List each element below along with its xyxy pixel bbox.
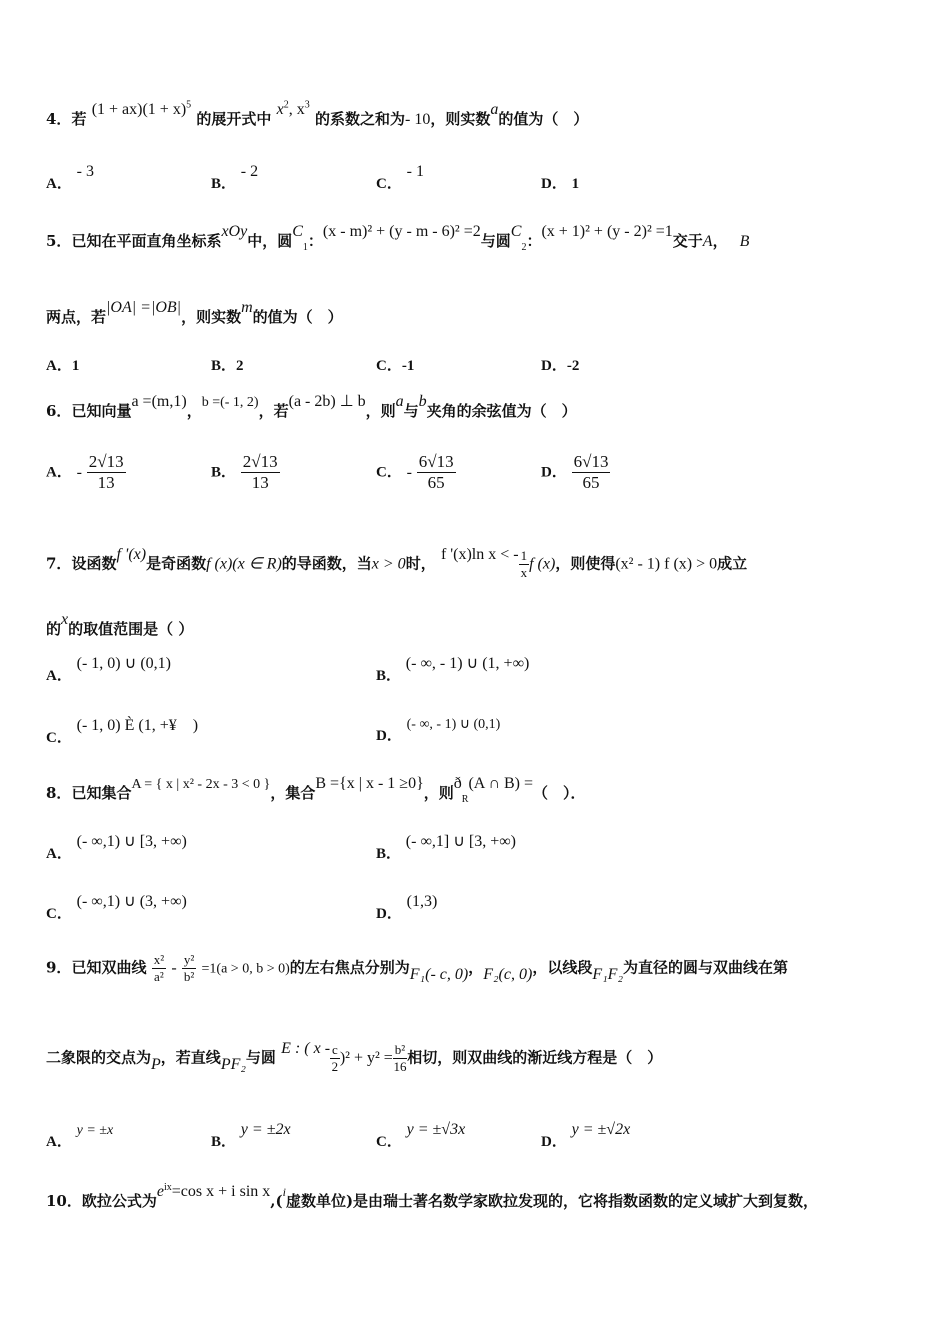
q6-option-b-fraction: $\frac{2√13}{13}$ — [242, 452, 278, 492]
q7-option-a[interactable]: A． (- 1, 0) ∪ (0,1) — [46, 655, 171, 684]
q6-option-a-fraction: $\frac{2√13}{13}$ — [88, 452, 124, 492]
q9-hyperbola-x-term: $\frac{\text{x²}}{\text{a²}}$ — [153, 952, 165, 984]
q4-powers: $x^2$, $x^3$ — [276, 99, 310, 118]
question-6: 6．已知向量a =(m,1)，b =(- 1, 2)，若(a - 2b) ⊥ b，则a与b夹角的余弦值为（ ） — [46, 393, 577, 420]
question-4: 4．若 $(1 + ax)(1 + x)^5$ 的展开式中 $x^2$, $x^3$ 的系数之和为- 10，则实数a的值为（ ） — [46, 99, 589, 128]
q9-circle-fraction: $\frac{c}{2}$ — [331, 1042, 339, 1074]
q7-fraction: $\frac{1}{x}$ — [520, 548, 528, 580]
q6-option-d-fraction: $\frac{6√13}{65}$ — [573, 452, 609, 492]
q5-option-a[interactable]: A．1 — [46, 358, 80, 374]
question-9: 9．已知双曲线 $\frac{\text{x²}}{\text{a²}}$ - $\frac{\text{y²}}{\text{b²}}$ =1(a > 0, b > 0)的左右焦点分别为F₁(- c, 0)，F₂(c, 0)，以线段F₁F₂为直径的圆与双曲线在第 — [46, 952, 789, 984]
q7-option-d[interactable]: D． (- ∞, - 1) ∪ (0,1) — [376, 717, 501, 744]
question-5: 5．已知在平面直角坐标系xOy中，圆$C_1$：(x - m)² + (y - m - 6)² =2与圆$C_2$：(x + 1)² + (y - 2)² =1交于A， B — [46, 223, 750, 253]
question-9-line2: 二象限的交点为P，若直线PF₂与圆 E : ( x - $\frac{c}{2}$ )² + y² = $\frac{\text{b²}}{16}$ 相切，则双曲线的渐近线方程是（ ） — [46, 1039, 663, 1074]
q6-option-b[interactable]: B． $\frac{2√13}{13}$ — [211, 452, 278, 492]
q5-option-b[interactable]: B．2 — [211, 358, 244, 374]
q6-option-a[interactable]: A． - $\frac{2√13}{13}$ — [46, 452, 124, 492]
q9-option-d[interactable]: D． y = ±√2x — [541, 1121, 631, 1150]
q9-option-c[interactable]: C． y = ±√3x — [376, 1121, 466, 1150]
q9-option-b[interactable]: B． y = ±2x — [211, 1121, 291, 1150]
q8-option-b[interactable]: B． (- ∞,1] ∪ [3, +∞) — [376, 833, 516, 862]
q8-option-d[interactable]: D． (1,3) — [376, 893, 438, 922]
q8-option-c[interactable]: C． (- ∞,1) ∪ (3, +∞) — [46, 893, 187, 922]
q8-option-a[interactable]: A． (- ∞,1) ∪ [3, +∞) — [46, 833, 187, 862]
q7-option-c[interactable]: C． (- 1, 0) È (1, +¥ ) — [46, 717, 199, 746]
q7-option-b[interactable]: B． (- ∞, - 1) ∪ (1, +∞) — [376, 655, 530, 684]
q4-option-b[interactable]: B． - 2 — [211, 163, 259, 192]
q4-expression: $(1 + ax)(1 + x)^5$ — [91, 99, 192, 118]
question-5-line2: 两点，若|OA| =|OB|，则实数m的值为（ ） — [46, 299, 343, 326]
question-8: 8．已知集合A = { x | x² - 2x - 3 < 0 }，集合B ={x | x - 1 ≥0}，则$ð_R(A$ ∩ B) =（ ）． — [46, 775, 586, 805]
q4-option-c[interactable]: C． - 1 — [376, 163, 424, 192]
q5-option-d[interactable]: D．-2 — [541, 358, 580, 374]
q9-circle-radius-fraction: $\frac{\text{b²}}{16}$ — [393, 1042, 407, 1074]
q6-option-c-fraction: $\frac{6√13}{65}$ — [418, 452, 454, 492]
q5-option-c[interactable]: C．-1 — [376, 358, 415, 374]
question-7: 7．设函数f '(x)是奇函数f (x)(x ∈ R)的导函数，当x > 0时， f '(x)ln x < - $\frac{1}{x}$ f (x)，则使得(x² - 1) f (x) > 0成立 — [46, 545, 748, 580]
q4-option-a[interactable]: A． - 3 — [46, 163, 94, 192]
q6-option-c[interactable]: C． - $\frac{6√13}{65}$ — [376, 452, 454, 492]
question-10: 10．欧拉公式为$e^{ix}=\cos$ x + i sin x,($^i$虚数单位)是由瑞士著名数学家欧拉发现的，它将指数函数的定义域扩大到复数， — [46, 1182, 819, 1210]
question-7-line2: 的x的取值范围是（ ） — [46, 611, 194, 638]
q4-option-d[interactable]: D． 1 — [541, 176, 580, 192]
q6-option-d[interactable]: D． $\frac{6√13}{65}$ — [541, 452, 609, 492]
q9-hyperbola-y-term: $\frac{\text{y²}}{\text{b²}}$ — [183, 952, 195, 984]
q9-option-a[interactable]: A． y = ±x — [46, 1123, 114, 1150]
